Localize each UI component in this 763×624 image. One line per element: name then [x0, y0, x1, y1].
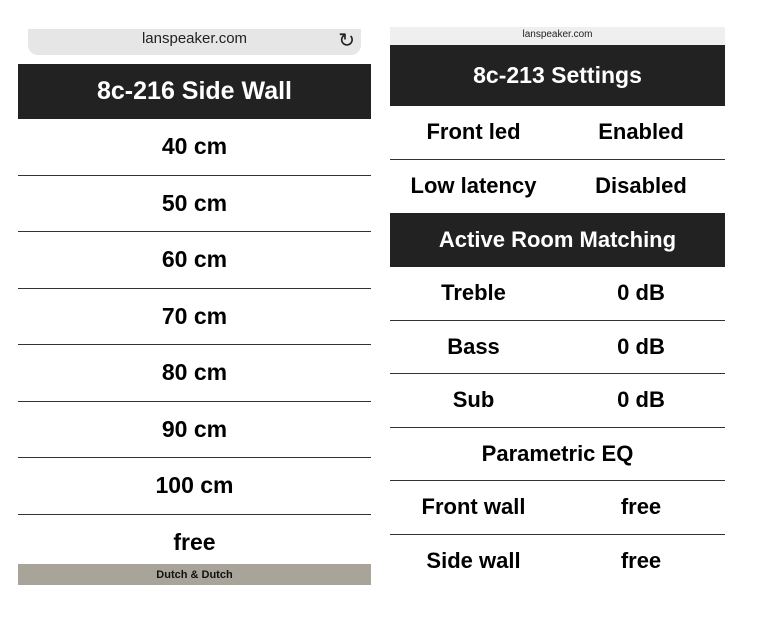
setting-row-side-wall[interactable] [390, 535, 725, 589]
page-title: 8c-213 Settings [390, 45, 725, 106]
setting-value[interactable]: free [620, 548, 662, 574]
setting-value[interactable]: free [620, 494, 662, 520]
setting-label: Bass [447, 333, 500, 359]
setting-label: Sub [452, 387, 495, 413]
url-text: lanspeaker.com [141, 30, 248, 47]
distance-list [18, 119, 371, 571]
setting-row-front-wall[interactable] [390, 481, 725, 535]
list-item-60cm[interactable]: 60 cm [18, 232, 371, 289]
list-item-free[interactable]: free [173, 529, 216, 556]
setting-row-sub[interactable] [390, 374, 725, 428]
reload-icon[interactable]: ↻ [338, 30, 355, 52]
setting-value[interactable]: 0 dB [617, 387, 665, 413]
setting-row-treble[interactable] [390, 267, 725, 321]
list-item-100cm[interactable]: 100 cm [18, 458, 371, 515]
room-matching-list [390, 267, 725, 588]
list-item-50cm[interactable]: 50 cm [18, 176, 371, 233]
setting-row-front-led[interactable] [390, 106, 725, 160]
address-bar[interactable] [28, 29, 361, 55]
setting-label: Low latency [410, 173, 537, 199]
setting-label: Front led [426, 119, 521, 145]
setting-row-low-latency[interactable] [390, 160, 725, 214]
address-bar[interactable]: lanspeaker.com [390, 27, 725, 45]
setting-value[interactable]: 0 dB [617, 333, 665, 359]
page-title: 8c-216 Side Wall [18, 64, 371, 119]
settings-list [390, 106, 725, 213]
setting-value[interactable]: Enabled [598, 119, 684, 145]
list-item-80cm[interactable]: 80 cm [18, 345, 371, 402]
setting-value[interactable]: Disabled [595, 173, 687, 199]
list-item-90cm[interactable]: 90 cm [18, 402, 371, 459]
setting-label: Treble [441, 280, 506, 306]
right-screen [390, 27, 725, 597]
setting-row-bass[interactable] [390, 321, 725, 375]
left-screen [18, 29, 371, 585]
list-item-40cm[interactable]: 40 cm [18, 119, 371, 176]
setting-value[interactable]: 0 dB [617, 280, 665, 306]
footer-brand: Dutch & Dutch [18, 564, 371, 585]
section-header-room-matching: Active Room Matching [390, 213, 725, 267]
parametric-eq-link[interactable]: Parametric EQ [390, 428, 725, 482]
setting-label: Front wall [421, 494, 526, 520]
setting-label: Side wall [426, 548, 521, 574]
list-item-70cm[interactable]: 70 cm [18, 289, 371, 346]
